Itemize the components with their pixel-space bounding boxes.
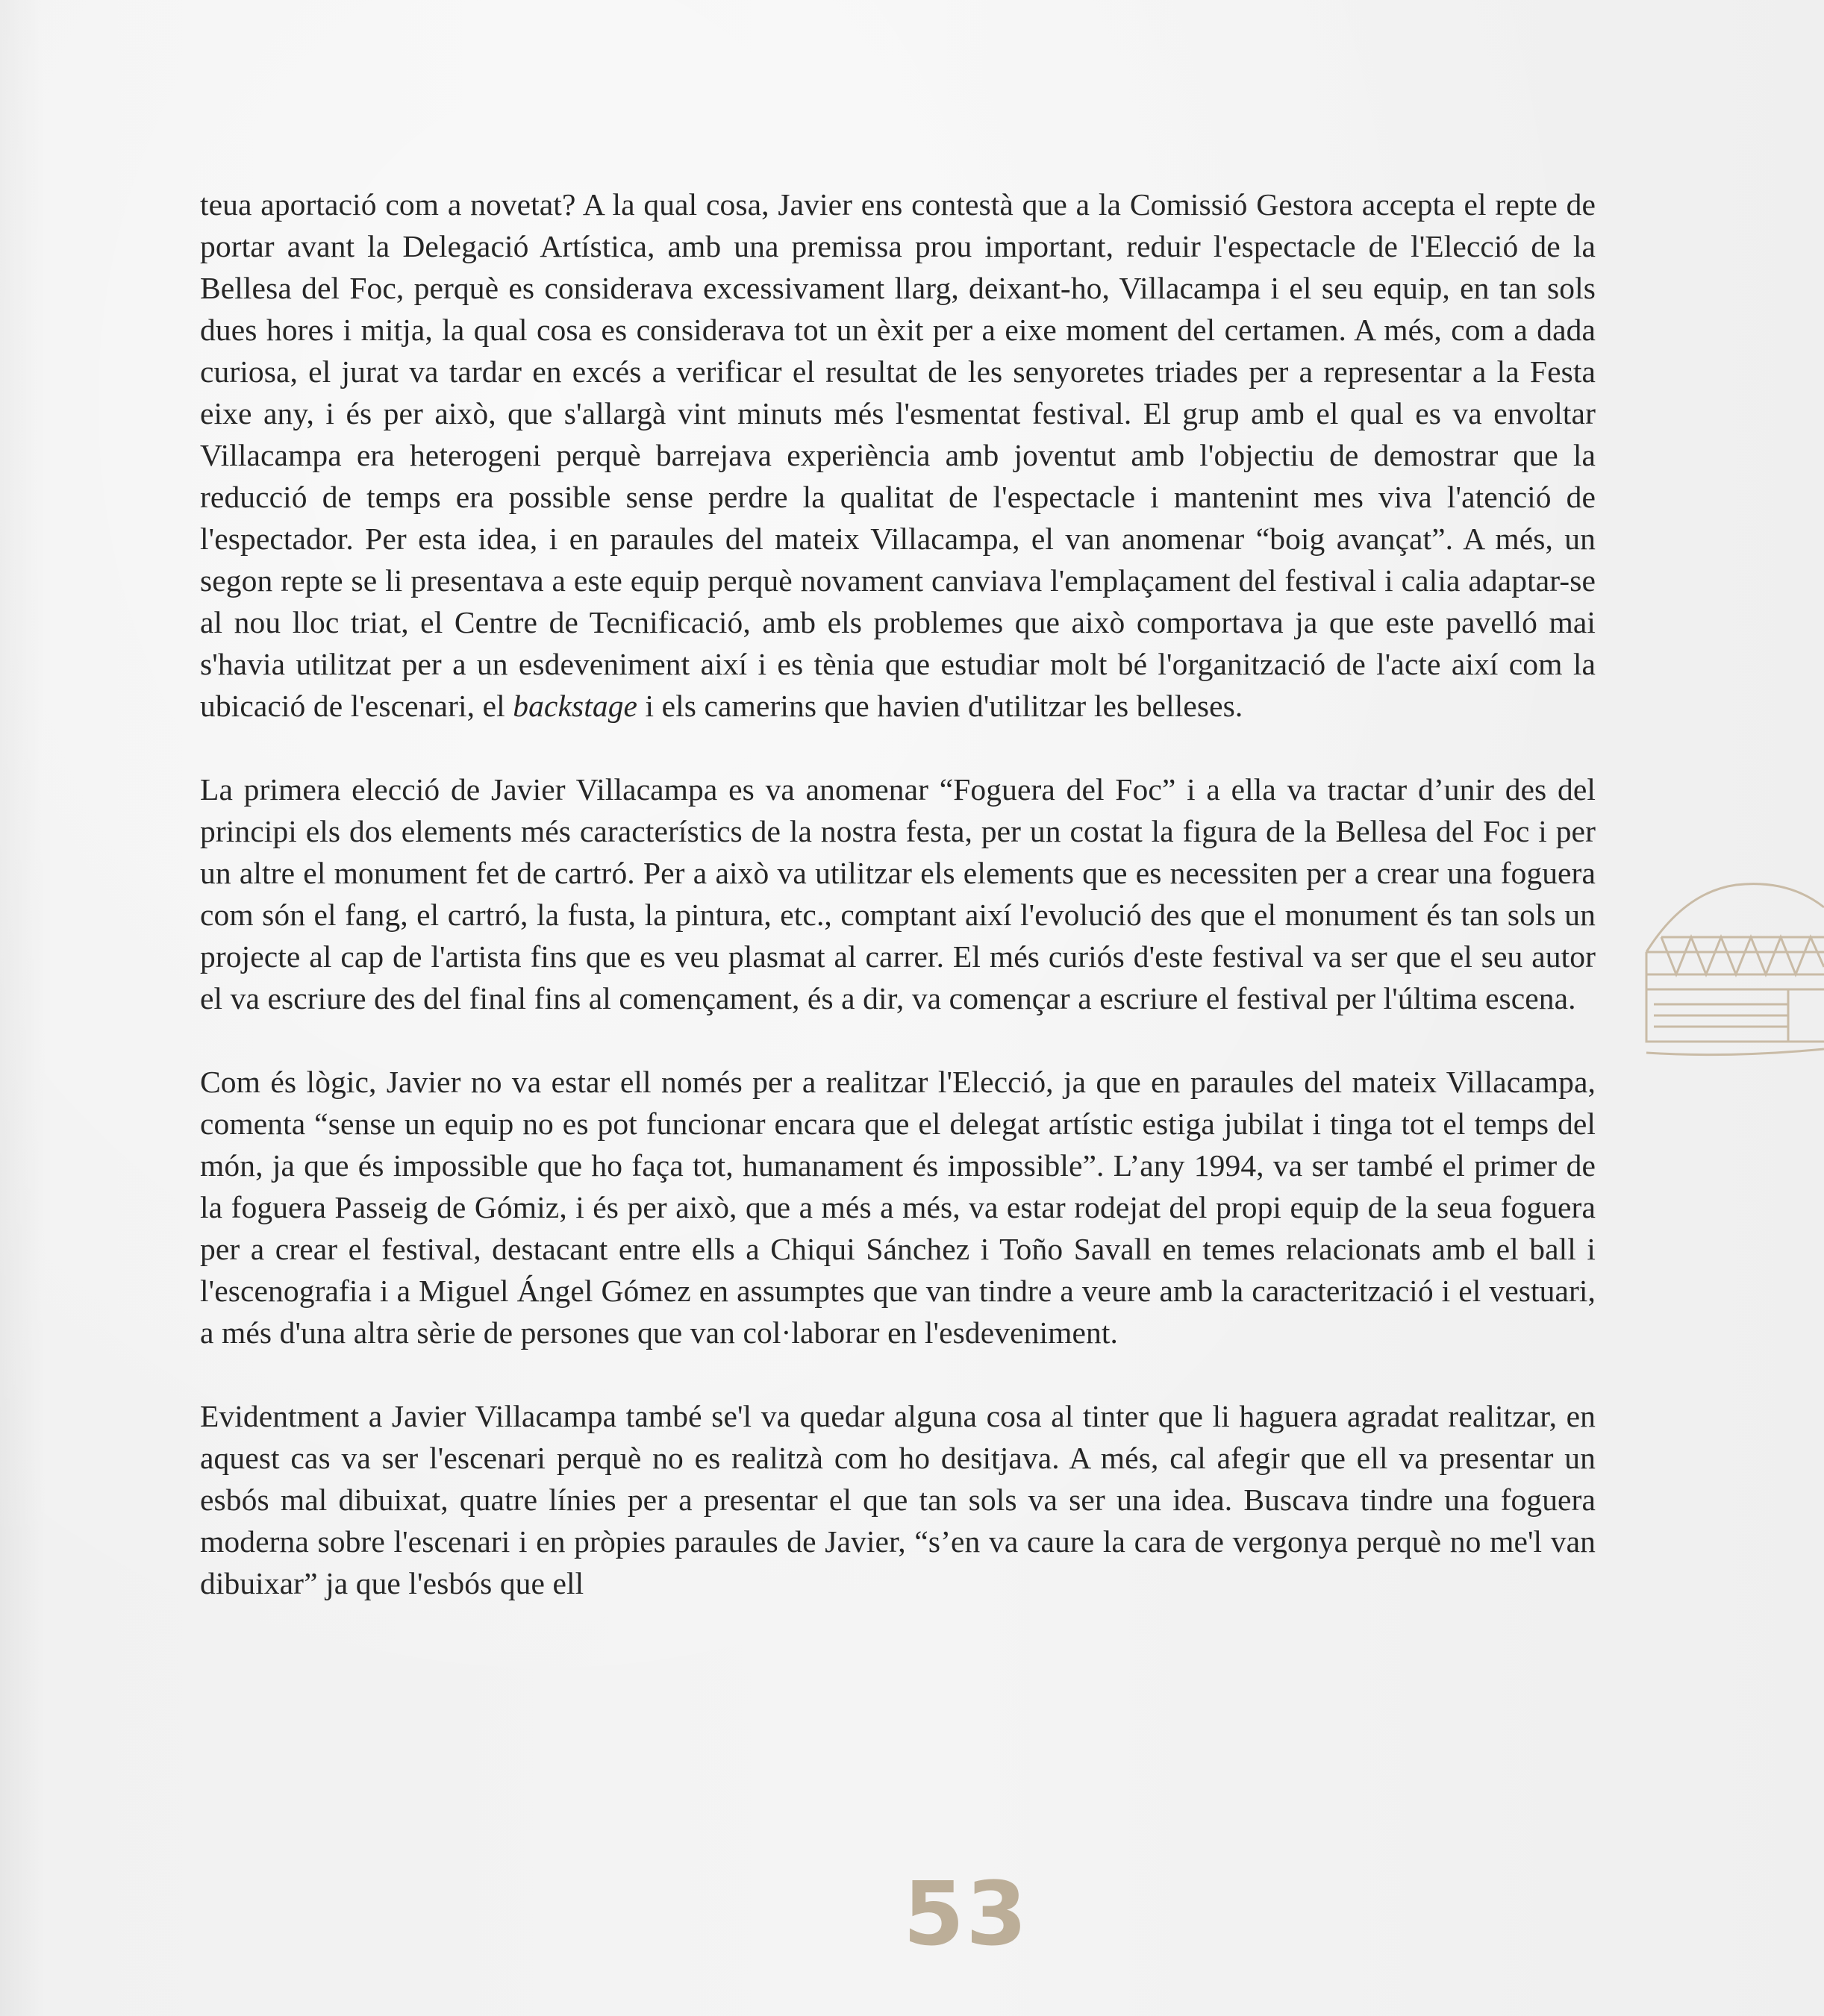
paragraph-2: La primera elecció de Javier Villacampa es va anomenar “Foguera del Foc” i a ella va tractar d’unir des del principi els dos elements més característics de la nostra festa, per un costat la figura de la Bellesa del Foc i per un altre el monument fet de cartró. Per a això va utilitzar els elements que es necessiten per a crear una foguera com són el fang, el cartró, la fusta, la pintura, etc., comptant així l'evolució des que el monument és tan sols un projecte al cap de l'artista fins que es veu plasmat al carrer. El més curiós d'este festival va ser que el seu autor el va escriure des del final fins al començament, és a dir, va començar a escriure el festival per l'última escena. — [200, 772, 1596, 1015]
paragraph-1 — [200, 184, 1596, 727]
paragraph-1-text-end: i els camerins que havien d'utilitzar les belleses. — [637, 689, 1243, 723]
page-number: 53 — [903, 1862, 1029, 1965]
paragraph-3: Com és lògic, Javier no va estar ell només per a realitzar l'Elecció, ja que en paraules del mateix Villacampa, comenta “sense un equip no es pot funcionar encara que el delegat artístic estiga jubilat i tinga tot el temps del món, ja que és impossible que ho faça tot, humanament és impossible”. L’any 1994, va ser també el primer de la foguera Passeig de Gómiz, i és per això, que a més a més, va estar rodejat del propi equip de la seua foguera per a crear el festival, destacant entre ells a Chiqui Sánchez i Toño Savall en temes relacionats amb el ball i l'escenografia i a Miguel Ángel Gómez en assumptes que van tindre a veure amb la caracterització i el vestuari, a més d'una altra sèrie de persones que van col·laborar en l'esdeveniment. — [200, 1065, 1596, 1350]
italic-term-backstage: backstage — [513, 689, 638, 723]
paragraph-1-text: teua aportació com a novetat? A la qual cosa, Javier ens contestà que a la Comissió Gestora accepta el repte de portar avant la Delegació Artística, amb una premissa prou important, reduir l'espectacle de l'Elecció de la Bellesa del Foc, perquè es considerava excessivament llarg, deixant-ho, Villacampa i el seu equip, en tan sols dues hores i mitja, la qual cosa es considerava tot un èxit per a eixe moment del certamen. A més, com a dada curiosa, el jurat va tardar en excés a verificar el resultat de les senyoretes triades per a representar a la Festa eixe any, i és per això, que s'allargà vint minuts més l'esmentat festival. El grup amb el qual es va envoltar Villacampa era heterogeni perquè barrejava experiència amb joventut amb l'objectiu de demostrar que la reducció de temps era possible sense perdre la qualitat de l'espectacle i mantenint mes viva l'atenció de l'espectador. Per esta idea, i en paraules del mateix Villacampa, el van anomenar “boig avançat”. A més, un segon repte se li presentava a este equip perquè novament canviava l'emplaçament del festival i calia adaptar-se al nou lloc triat, el Centre de Tecnificació, amb els problemes que això comportava ja que este pavelló mai s'havia utilitzat per a un esdeveniment així i es tènia que estudiar molt bé l'organització de l'acte així com la ubicació de l'escenari, el — [200, 187, 1596, 723]
body-text — [200, 184, 1596, 1646]
paragraph-4: Evidentment a Javier Villacampa també se'l va quedar alguna cosa al tinter que li haguera agradat realitzar, en aquest cas va ser l'escenari perquè no es realitzà com ho desitjava. A més, cal afegir que ell va presentar un esbós mal dibuixat, quatre línies per a presentar el que tan sols va ser una idea. Buscava tindre una foguera moderna sobre l'escenari i en pròpies paraules de Javier, “s’en va caure la cara de vergonya perquè no me'l van dibuixar” ja que l'esbós que ell — [200, 1399, 1596, 1600]
bridge-ornament-icon — [1639, 863, 1824, 1086]
